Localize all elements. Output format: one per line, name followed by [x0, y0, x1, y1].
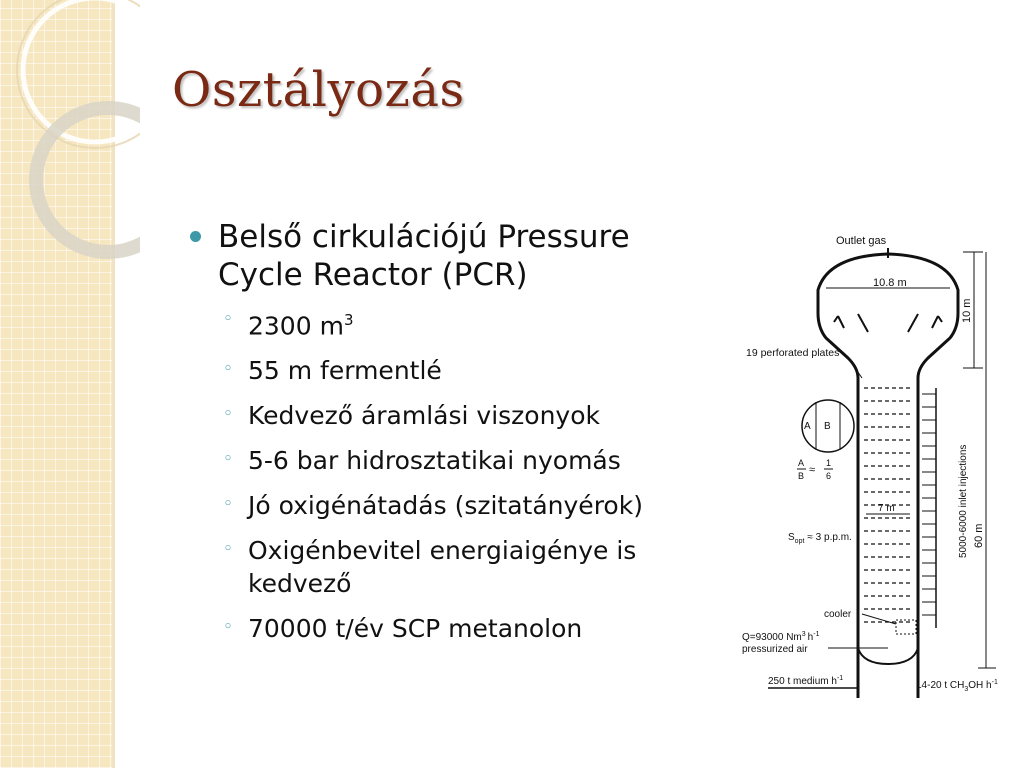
reactor-vessel	[818, 254, 958, 698]
s-opt-label	[788, 532, 852, 545]
decorative-circle-ring	[36, 108, 140, 252]
ring-bullet-icon: ◦	[223, 359, 234, 380]
sub-bullet-item	[190, 304, 710, 342]
product-label	[916, 679, 998, 693]
injection-arrows	[922, 394, 936, 615]
product-sub: 3	[964, 686, 969, 693]
sub-bullet-item	[190, 534, 710, 600]
pressurized-air-label: pressurized air	[742, 644, 808, 655]
approx-symbol: ≈	[809, 464, 816, 476]
decorative-circles	[0, 0, 140, 260]
column-width-label: 7 m	[878, 503, 895, 514]
plates-leader	[848, 358, 862, 378]
s-sub: opt	[794, 538, 805, 545]
sub-bullet-sup: 3	[343, 311, 354, 329]
sub-bullet-text: Oxigénbevitel energiaigénye is kedvező	[248, 536, 637, 599]
plates-label: 19 perforated plates	[746, 347, 840, 359]
inlet-injections-label: 5000-6000 inlet injections	[958, 444, 969, 558]
outlet-gas-label: Outlet gas	[836, 235, 887, 247]
ring-bullet-icon: ◦	[223, 309, 234, 329]
sub-bullet-item	[190, 489, 710, 522]
q-unit-sup: -1	[813, 631, 820, 638]
medium-text: 250 t medium h	[768, 676, 837, 687]
ring-bullet-icon: ◦	[223, 404, 234, 425]
sub-bullet-text: Kedvező áramlási viszonyok	[248, 401, 600, 431]
decorative-circle-outline	[17, 0, 140, 148]
bullet-dot-icon	[190, 231, 201, 242]
sub-bullet-item	[190, 354, 710, 387]
zone-a-label: A	[804, 421, 811, 432]
main-bullet-text: Belső cirkulációjú Pressure Cycle Reactor (PCR)	[218, 219, 630, 293]
q-label: Q=93000 Nm	[742, 632, 802, 643]
ratio-a-label: A	[798, 458, 805, 468]
product-rest: OH h	[968, 680, 992, 691]
sub-bullet-text: 5-6 bar hidrosztatikai nyomás	[248, 446, 621, 476]
q-sup: 3	[801, 631, 806, 638]
s-opt-value: ≈ 3 p.p.m.	[807, 532, 852, 543]
product-prefix: 14-20 t CH	[916, 680, 965, 691]
ring-bullet-icon: ◦	[223, 494, 234, 515]
product-sup: -1	[991, 679, 998, 686]
air-flow-label	[742, 631, 820, 643]
sub-bullet-text: 70000 t/év SCP metanolon	[248, 614, 583, 644]
ring-bullet-icon: ◦	[223, 539, 234, 560]
sub-bullet-text: 55 m fermentlé	[248, 356, 442, 386]
dome-width-label: 10.8 m	[873, 277, 907, 289]
reactor-bottom	[858, 648, 918, 664]
medium-sup: -1	[836, 675, 844, 682]
total-height-label: 60 m	[973, 523, 985, 548]
sub-bullet-item	[190, 444, 710, 477]
ratio-num-label: 1	[826, 458, 832, 468]
ratio-den-label: 6	[826, 471, 832, 481]
s-label: S	[788, 532, 795, 543]
zone-b-label: B	[824, 421, 831, 432]
dome-height-label: 10 m	[961, 298, 973, 323]
sub-bullet-text: Jó oxigénátadás (szitatányérok)	[248, 491, 643, 521]
slide-content	[190, 218, 710, 657]
ring-bullet-icon: ◦	[223, 449, 234, 470]
sub-bullet-item	[190, 612, 710, 645]
pcr-reactor-diagram	[738, 228, 1024, 698]
slide-title: Osztályozás	[172, 62, 465, 118]
cooler-label: cooler	[824, 609, 852, 620]
sub-bullet-list	[190, 304, 710, 645]
flow-arrows	[834, 314, 942, 332]
main-bullet	[190, 218, 710, 294]
q-unit: h	[807, 632, 814, 643]
decorative-circle-large	[23, 0, 140, 142]
medium-label	[768, 675, 843, 687]
ring-bullet-icon: ◦	[223, 617, 234, 638]
ratio-b-label: B	[798, 471, 805, 481]
sub-bullet-text: 2300 m	[248, 311, 344, 341]
sub-bullet-item	[190, 399, 710, 432]
